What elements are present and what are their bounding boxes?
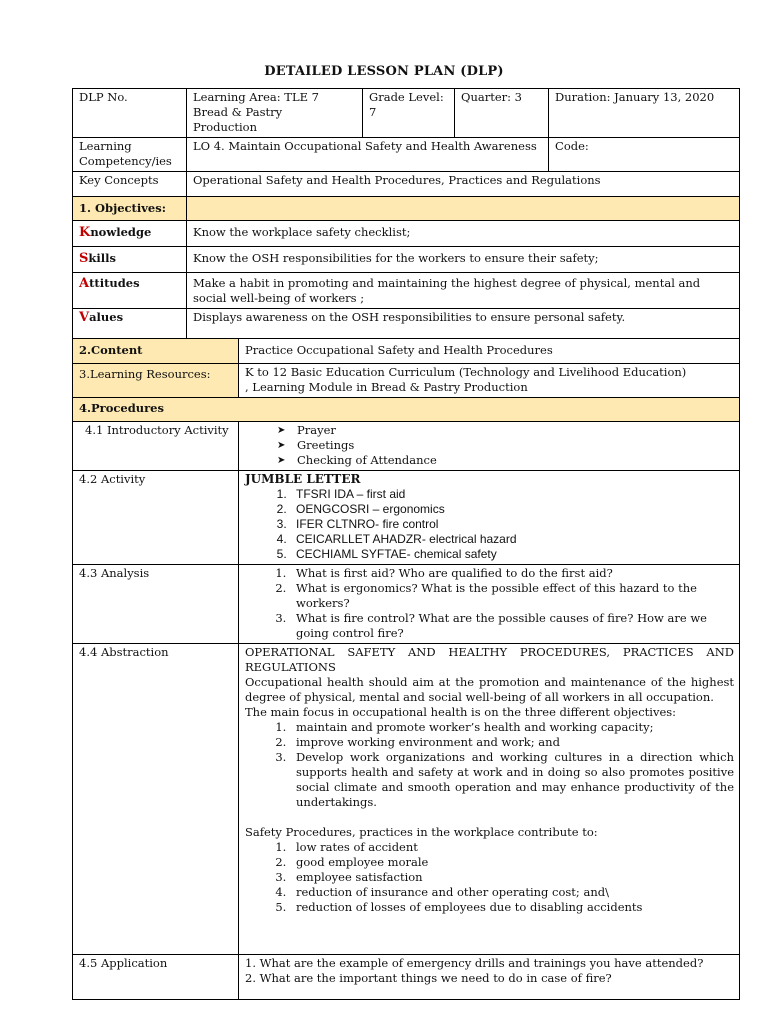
values-label xyxy=(73,309,187,339)
abstraction-value xyxy=(239,644,740,955)
list-item: 3. IFER CLTNRO- fire control xyxy=(290,517,734,532)
list-item: 2. good employee morale xyxy=(290,855,734,870)
list-item: 2. What is ergonomics? What is the possible effect of this hazard to the workers? xyxy=(290,581,734,611)
application-label: 4.5 Application xyxy=(73,955,239,1000)
attitudes-label-rest: ttitudes xyxy=(89,276,140,290)
abstraction-paragraph: The main focus in occupational health is on the three different objectives: xyxy=(245,705,677,719)
procedures-header-row xyxy=(73,398,740,422)
objectives-header-row xyxy=(73,197,740,221)
list-item: 2. OENGCOSRI – ergonomics xyxy=(290,502,734,517)
learning-area-cell xyxy=(187,89,363,138)
activity-label: 4.2 Activity xyxy=(73,471,239,565)
list-item xyxy=(277,423,734,438)
arrow-bullet-icon: ➤ xyxy=(277,425,286,436)
list-item: 4. CEICARLLET AHADZR- electrical hazard xyxy=(290,532,734,547)
skills-value: Know the OSH responsibilities for the workers to ensure their safety; xyxy=(187,247,740,273)
attitudes-label xyxy=(73,273,187,309)
knowledge-row xyxy=(73,221,740,247)
list-item: 5. reduction of losses of employees due to disabling accidents xyxy=(290,900,734,915)
attitudes-initial: A xyxy=(79,276,90,291)
quarter-cell: Quarter: 3 xyxy=(455,89,549,138)
values-initial: V xyxy=(79,310,90,325)
application-row xyxy=(73,955,740,1000)
objectives-header: 1. Objectives: xyxy=(73,197,187,221)
list-item: 1. low rates of accident xyxy=(290,840,734,855)
content-value: Practice Occupational Safety and Health Procedures xyxy=(239,339,740,364)
learning-area-line: Bread & Pastry xyxy=(193,105,283,119)
abstraction-heading: OPERATIONAL SAFETY AND HEALTHY PROCEDURES, PRACTICES AND REGULATIONS xyxy=(245,645,735,674)
values-label-rest: alues xyxy=(89,310,124,324)
introductory-value xyxy=(239,422,740,471)
skills-row xyxy=(73,247,740,273)
application-item: 1. What are the example of emergency drills and trainings you have attended? xyxy=(245,956,704,970)
abstraction-contributes-list xyxy=(245,840,734,915)
activity-value xyxy=(239,471,740,565)
list-item xyxy=(277,438,734,453)
list-item: 3. Develop work organizations and working cultures in a direction which supports health and safety at work and in doing so also promotes positive social climate and smooth operation and may enhance productivity of the undertakings. xyxy=(290,750,734,810)
analysis-value xyxy=(239,565,740,644)
analysis-label: 4.3 Analysis xyxy=(73,565,239,644)
competency-value: LO 4. Maintain Occupational Safety and Health Awareness xyxy=(187,138,549,172)
values-row xyxy=(73,309,740,339)
attitudes-row xyxy=(73,273,740,309)
arrow-bullet-icon: ➤ xyxy=(277,455,286,466)
application-value xyxy=(239,955,740,1000)
abstraction-label: 4.4 Abstraction xyxy=(73,644,239,955)
analysis-list xyxy=(245,566,734,641)
learning-area-line: Production xyxy=(193,120,257,134)
list-item-text: Checking of Attendance xyxy=(297,453,437,467)
values-value: Displays awareness on the OSH responsibilities to ensure personal safety. xyxy=(187,309,740,339)
grade-level-cell: Grade Level: 7 xyxy=(363,89,455,138)
knowledge-initial: K xyxy=(79,225,91,240)
knowledge-label-rest: nowledge xyxy=(90,225,152,239)
list-item: 3. employee satisfaction xyxy=(290,870,734,885)
list-item: 3. What is fire control? What are the possible causes of fire? How are we going control fire? xyxy=(290,611,734,641)
attitudes-value: Make a habit in promoting and maintaining the highest degree of physical, mental and social well-being of workers ; xyxy=(187,273,740,309)
skills-label-rest: kills xyxy=(88,251,116,265)
list-item: 1. What is first aid? Who are qualified to do the first aid? xyxy=(290,566,734,581)
introductory-label: 4.1 Introductory Activity xyxy=(73,422,239,471)
objectives-header-fill xyxy=(187,197,740,221)
resources-line: , Learning Module in Bread & Pastry Production xyxy=(245,380,528,394)
duration-cell: Duration: January 13, 2020 xyxy=(549,89,740,138)
resources-line: K to 12 Basic Education Curriculum (Technology and Livelihood Education) xyxy=(245,365,687,379)
learning-area-line: Learning Area: TLE 7 xyxy=(193,90,319,104)
skills-label xyxy=(73,247,187,273)
list-item: 1. TFSRI IDA – first aid xyxy=(290,487,734,502)
header-row xyxy=(73,89,740,138)
abstraction-row xyxy=(73,644,740,955)
list-item: 2. improve working environment and work; and xyxy=(290,735,734,750)
key-concepts-value: Operational Safety and Health Procedures, Practices and Regulations xyxy=(187,172,740,197)
knowledge-label xyxy=(73,221,187,247)
document-title: DETAILED LESSON PLAN (DLP) xyxy=(264,64,504,79)
list-item-text: Prayer xyxy=(297,423,336,437)
resources-row xyxy=(73,364,740,398)
resources-value xyxy=(239,364,740,398)
activity-list xyxy=(245,487,734,562)
competency-row xyxy=(73,138,740,172)
list-item: 4. reduction of insurance and other operating cost; and\ xyxy=(290,885,734,900)
lesson-plan-table xyxy=(72,88,740,1000)
key-concepts-row xyxy=(73,172,740,197)
competency-label: Learning Competency/ies xyxy=(73,138,187,172)
introductory-list xyxy=(245,423,734,468)
activity-heading: JUMBLE LETTER xyxy=(245,472,361,486)
activity-row xyxy=(73,471,740,565)
skills-initial: S xyxy=(79,251,89,266)
abstraction-paragraph: Safety Procedures, practices in the workplace contribute to: xyxy=(245,825,598,839)
analysis-row xyxy=(73,565,740,644)
abstraction-paragraph: Occupational health should aim at the promotion and maintenance of the highest degree of physical, mental and social well-being of all workers in all occupation. xyxy=(245,675,735,704)
knowledge-value: Know the workplace safety checklist; xyxy=(187,221,740,247)
abstraction-objectives-list xyxy=(245,720,734,810)
list-item xyxy=(277,453,734,468)
procedures-header: 4.Procedures xyxy=(73,398,740,422)
list-item: 1. maintain and promote worker’s health and working capacity; xyxy=(290,720,734,735)
arrow-bullet-icon: ➤ xyxy=(277,440,286,451)
list-item-text: Greetings xyxy=(297,438,355,452)
introductory-row xyxy=(73,422,740,471)
content-row xyxy=(73,339,740,364)
key-concepts-label: Key Concepts xyxy=(73,172,187,197)
list-item: 5. CECHIAML SYFTAE- chemical safety xyxy=(290,547,734,562)
application-item: 2. What are the important things we need to do in case of fire? xyxy=(245,971,612,985)
dlp-no-cell: DLP No. xyxy=(73,89,187,138)
code-cell: Code: xyxy=(549,138,740,172)
content-label: 2.Content xyxy=(73,339,239,364)
resources-label: 3.Learning Resources: xyxy=(73,364,239,398)
